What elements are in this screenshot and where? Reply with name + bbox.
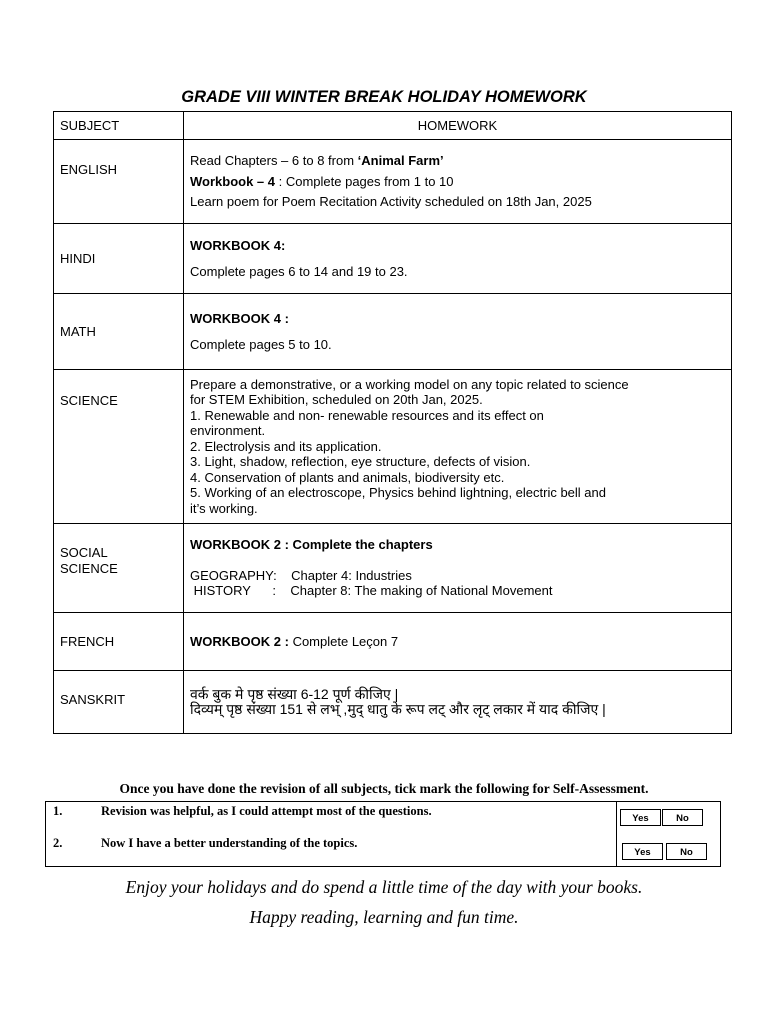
subject-hindi: HINDI <box>54 224 184 294</box>
english-line-2: Workbook – 4 : Complete pages from 1 to 10 <box>190 173 454 189</box>
hindi-line-2: Complete pages 6 to 14 and 19 to 23. <box>190 264 408 279</box>
table-row-science <box>54 370 732 524</box>
science-line: environment. <box>190 423 266 439</box>
science-line: 4. Conservation of plants and animals, biodiversity etc. <box>190 469 505 485</box>
homework-social-science <box>184 524 732 613</box>
self-assessment-instruction: Once you have done the revision of all subjects, tick mark the following for Self-Assessment. <box>119 781 649 796</box>
hindi-line-1: WORKBOOK 4: <box>190 237 286 253</box>
homework-math <box>184 294 732 370</box>
homework-science <box>184 370 732 524</box>
homework-english <box>184 140 732 224</box>
table-row-hindi <box>54 224 732 294</box>
homework-table <box>53 111 732 734</box>
yes-checkbox-2[interactable]: Yes <box>622 843 663 860</box>
subject-french: FRENCH <box>54 613 184 671</box>
yes-checkbox-1[interactable]: Yes <box>620 809 661 826</box>
closing-line-2: Happy reading, learning and fun time. <box>249 907 519 927</box>
math-line-2: Complete pages 5 to 10. <box>190 337 332 352</box>
subject-english: ENGLISH <box>54 140 184 224</box>
table-row-social-science <box>54 524 732 613</box>
social-line-1: WORKBOOK 2 : Complete the chapters <box>190 537 433 553</box>
sanskrit-line-2: दिव्यम् पृष्ठ संख्या 151 से लभ् ,मुद् धातु के रूप लट् और लृट् लकार में याद कीजिए | <box>190 701 606 717</box>
math-line-1: WORKBOOK 4 : <box>190 310 289 326</box>
self-assessment-box <box>45 801 721 867</box>
no-checkbox-2[interactable]: No <box>666 843 707 860</box>
header-homework: HOMEWORK <box>184 112 732 140</box>
social-line-2: GEOGRAPHY: Chapter 4: Industries <box>190 567 412 583</box>
subject-social-science: SOCIAL SCIENCE <box>54 524 184 613</box>
social-line-3: HISTORY : Chapter 8: The making of National Movement <box>190 583 553 599</box>
subject-science: SCIENCE <box>54 370 184 524</box>
science-line: 3. Light, shadow, reflection, eye structure, defects of vision. <box>190 454 531 470</box>
homework-french: WORKBOOK 2 : Complete Leçon 7 <box>184 613 732 671</box>
table-row-sanskrit <box>54 671 732 734</box>
header-subject: SUBJECT <box>54 112 184 140</box>
table-header-row <box>54 112 732 140</box>
self-assessment-item: 2. Now I have a better understanding of the topics. <box>53 836 358 850</box>
homework-hindi <box>184 224 732 294</box>
page-title: GRADE VIII WINTER BREAK HOLIDAY HOMEWORK <box>181 88 587 106</box>
science-line: Prepare a demonstrative, or a working model on any topic related to science <box>190 376 629 392</box>
table-row-english <box>54 140 732 224</box>
science-line: 5. Working of an electroscope, Physics behind lightning, electric bell and <box>190 485 606 501</box>
no-checkbox-1[interactable]: No <box>662 809 703 826</box>
science-line: it’s working. <box>190 500 258 516</box>
table-row-french <box>54 613 732 671</box>
closing-line-1: Enjoy your holidays and do spend a little time of the day with your books. <box>125 877 643 897</box>
english-line-3: Learn poem for Poem Recitation Activity scheduled on 18th Jan, 2025 <box>190 194 592 210</box>
subject-sanskrit: SANSKRIT <box>54 671 184 734</box>
subject-math: MATH <box>54 294 184 370</box>
science-line: 1. Renewable and non- renewable resources and its effect on <box>190 407 544 423</box>
sanskrit-line-1: वर्क बुक मे पृष्ठ संख्या 6-12 पूर्ण कीजिए | <box>190 685 399 702</box>
english-line-1: Read Chapters – 6 to 8 from ‘Animal Farm’ <box>190 153 444 169</box>
divider <box>616 802 617 866</box>
science-line: 2. Electrolysis and its application. <box>190 438 382 454</box>
homework-sanskrit <box>184 671 732 734</box>
table-row-math <box>54 294 732 370</box>
science-line: for STEM Exhibition, scheduled on 20th Jan, 2025. <box>190 392 483 408</box>
self-assessment-item: 1. Revision was helpful, as I could attempt most of the questions. <box>53 804 432 818</box>
